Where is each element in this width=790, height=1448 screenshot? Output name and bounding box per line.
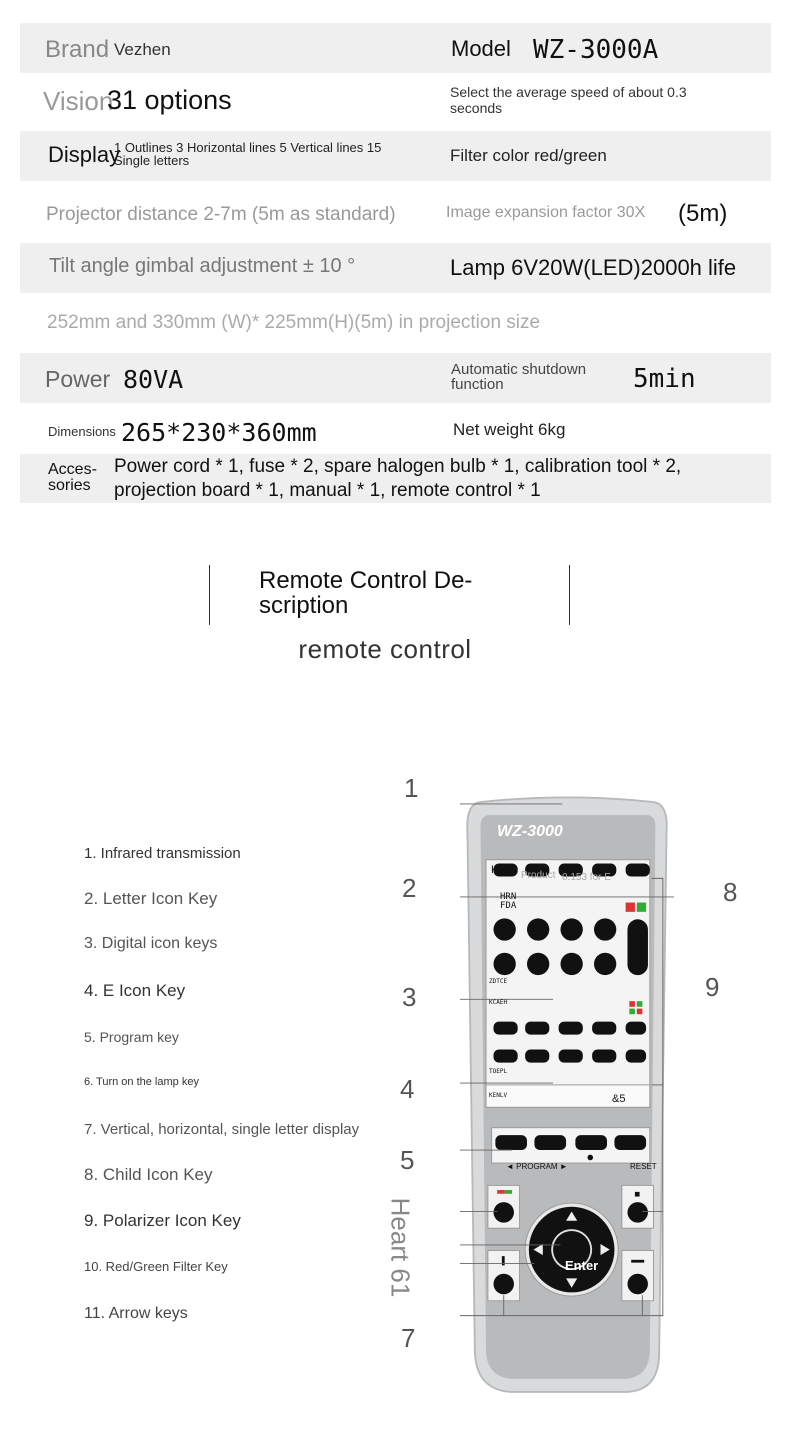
brand-value: Vezhen — [114, 40, 171, 59]
remote-chart-letters-1: HRN FDA — [500, 892, 517, 911]
reset-label: RESET — [630, 1162, 657, 1171]
section-title: Remote Control De-scription — [259, 567, 473, 619]
remote-chart-letters-5: KENLV — [489, 1092, 508, 1099]
section-subtitle: remote control — [298, 634, 472, 664]
accessories-value: Power cord * 1, fuse * 2, spare halogen bulb * 1, calibration tool * 2, projection board * 1, manual * 1, remote control * 1 — [114, 456, 682, 501]
power-label: Power — [45, 366, 111, 392]
legend-item-9: 9. Polarizer Icon Key — [84, 1211, 241, 1230]
legend-item-1: 1. Infrared transmission — [84, 845, 241, 862]
callout-7: 7 — [401, 1323, 416, 1353]
legend-item-3: 3. Digital icon keys — [84, 935, 218, 952]
tilt-angle: Tilt angle gimbal adjustment ± 10 ° — [49, 255, 356, 277]
legend-item-11: 11. Arrow keys — [84, 1305, 188, 1322]
spec-row-dimensions — [20, 405, 771, 455]
speed-text: Select the average speed of about 0.3 seconds — [450, 84, 687, 116]
projection-size: 252mm and 330mm (W)* 225mm(H)(5m) in projection size — [47, 312, 541, 333]
legend-item-4: 4. E Icon Key — [84, 981, 186, 1000]
section-divider-left — [209, 565, 210, 625]
spec-row-projection-size — [20, 297, 771, 347]
spec-row-display — [20, 131, 771, 181]
callout-9: 9 — [705, 972, 720, 1002]
remote-small-text: 0.153 for E — [562, 872, 611, 883]
red-green-filter-key — [493, 1202, 513, 1222]
spec-row-vision — [20, 73, 771, 123]
display-label: Display — [48, 142, 121, 167]
shutdown-value: 5min — [633, 364, 696, 394]
callout-5: 5 — [400, 1145, 415, 1175]
spec-row-distance — [20, 189, 771, 239]
brand-label: Brand — [45, 36, 110, 63]
vision-label: Vision — [43, 86, 114, 116]
spec-row-power — [20, 353, 771, 403]
filter-text: Filter color red/green — [450, 146, 607, 165]
section-divider-right — [569, 565, 570, 625]
heart-text: Heart 61 — [385, 1197, 416, 1298]
callout-1: 1 — [404, 773, 419, 803]
legend-item-5: 5. Program key — [84, 1029, 179, 1045]
callout-4: 4 — [400, 1074, 415, 1104]
callout-2: 2 — [402, 873, 417, 903]
legend-item-6: 6. Turn on the lamp key — [84, 1076, 199, 1088]
callout-8: 8 — [723, 877, 738, 907]
net-weight: Net weight 6kg — [453, 420, 566, 439]
dimensions-label: Dimensions — [48, 424, 116, 439]
shutdown-label: Automatic shutdown function — [451, 361, 587, 393]
remote-model-label: WZ-3000 — [497, 823, 563, 840]
callout-3: 3 — [402, 982, 417, 1012]
legend-item-8: 8. Child Icon Key — [84, 1165, 213, 1184]
remote-chart-letters-4: TOEPL — [489, 1068, 508, 1075]
legend-item-10: 10. Red/Green Filter Key — [84, 1259, 228, 1274]
program-label: ◄ PROGRAM ► — [506, 1162, 568, 1171]
enter-label: Enter — [565, 1258, 599, 1273]
image-expansion: Image expansion factor 30X — [446, 204, 646, 221]
remote-key-85: &5 — [612, 1093, 626, 1105]
image-expansion-note: (5m) — [678, 200, 728, 227]
power-value: 80VA — [123, 365, 184, 394]
projector-distance: Projector distance 2-7m (5m as standard) — [46, 204, 396, 225]
legend-item-7: 7. Vertical, horizontal, single letter display — [84, 1121, 360, 1138]
remote-chart-letters-3: KCAEH — [489, 999, 508, 1006]
lamp-text: Lamp 6V20W(LED)2000h life — [450, 255, 737, 280]
legend-item-2: 2. Letter Icon Key — [84, 889, 218, 908]
remote-chart-letters-2: ZDTCE — [489, 978, 508, 985]
remote-key-k: K — [491, 864, 499, 876]
display-value: 1 Outlines 3 Horizontal lines 5 Vertical lines 15 Single letters — [114, 140, 382, 168]
spec-row-brand — [20, 23, 771, 73]
vision-value: 31 options — [107, 85, 232, 115]
model-value: WZ-3000A — [533, 35, 659, 65]
model-label: Model — [451, 36, 511, 61]
accessories-label: Acces-sories — [48, 461, 97, 494]
dimensions-value: 265*230*360mm — [121, 418, 317, 447]
remote-watermark: Product — [521, 870, 556, 881]
spec-row-tilt — [20, 243, 771, 293]
spec-row-accessories — [20, 454, 771, 503]
